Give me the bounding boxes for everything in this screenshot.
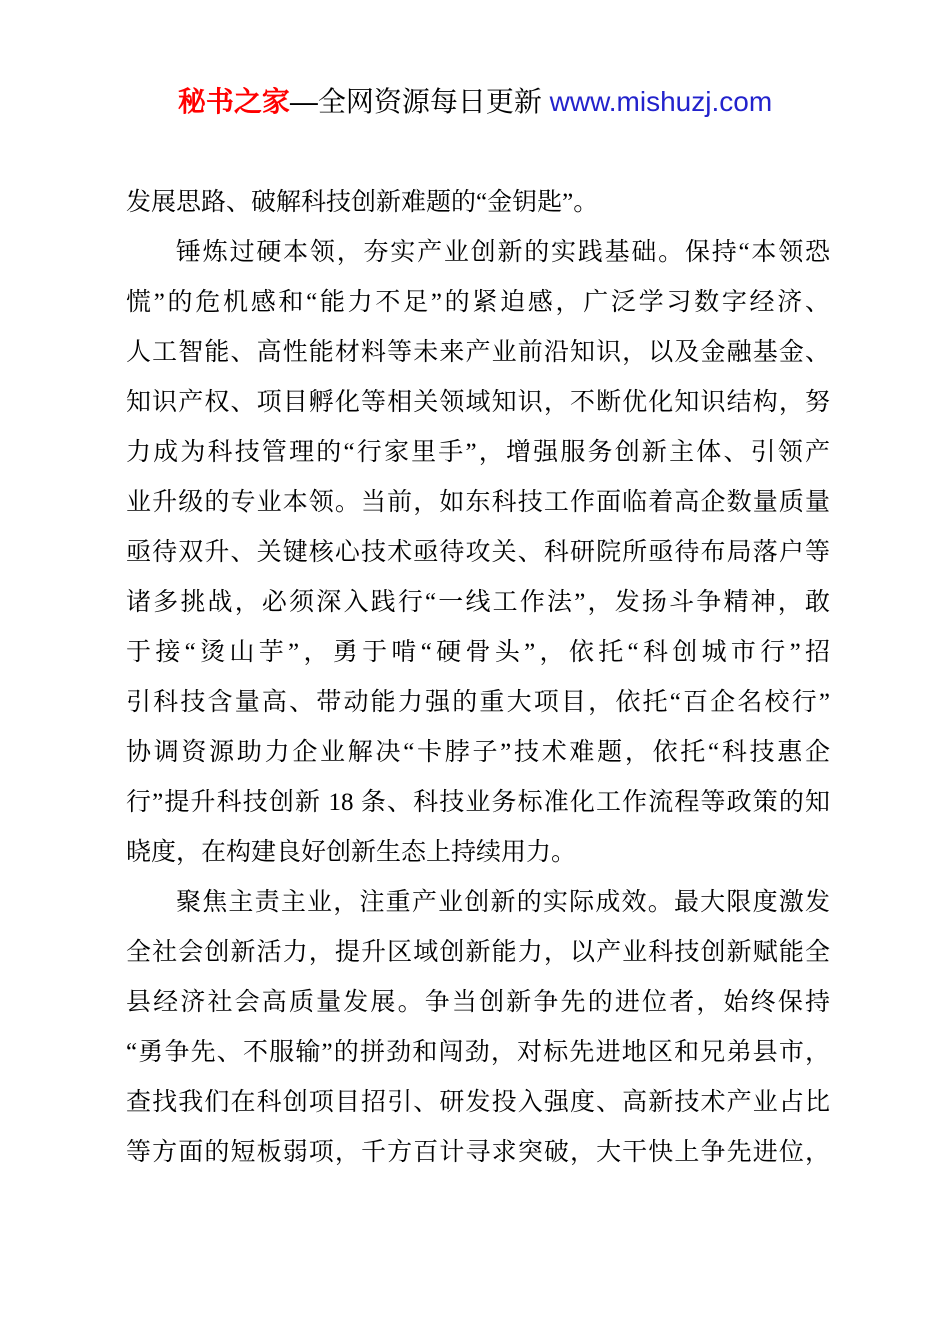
text-line: 行”提升科技创新 18 条、科技业务标准化工作流程等政策的知: [126, 789, 830, 816]
paragraph: [126, 228, 830, 878]
text-line: “勇争先、不服输”的拼劲和闯劲，对标先进地区和兄弟县市，: [126, 1039, 830, 1066]
site-header: [0, 0, 950, 118]
text-line: 诸多挑战，必须深入践行“一线工作法”，发扬斗争精神，敢: [126, 589, 830, 616]
text-line: 引科技含量高、带动能力强的重大项目，依托“百企名校行”: [126, 689, 830, 716]
text-line: 力成为科技管理的“行家里手”，增强服务创新主体、引领产: [126, 439, 830, 466]
site-brand: 秘书之家: [177, 86, 290, 117]
text-line: 人工智能、高性能材料等未来产业前沿知识，以及金融基金、: [126, 339, 830, 366]
text-line: 发展思路、破解科技创新难题的“金钥匙”。: [126, 189, 599, 216]
document-body: [126, 178, 830, 1178]
text-line: 慌”的危机感和“能力不足”的紧迫感，广泛学习数字经济、: [126, 289, 830, 316]
text-line: 锤炼过硬本领，夯实产业创新的实践基础。保持“本领恐: [176, 239, 830, 266]
site-tagline: —全网资源每日更新: [289, 86, 550, 117]
text-line: 聚焦主责主业，注重产业创新的实际成效。最大限度激发: [176, 889, 830, 916]
text-line: 知识产权、项目孵化等相关领域知识，不断优化知识结构，努: [126, 389, 830, 416]
text-line: 晓度，在构建良好创新生态上持续用力。: [126, 839, 577, 866]
text-line: 全社会创新活力，提升区域创新能力，以产业科技创新赋能全: [126, 939, 830, 966]
site-url-link[interactable]: www.mishuzj.com: [549, 86, 773, 117]
text-line: 县经济社会高质量发展。争当创新争先的进位者，始终保持: [126, 989, 830, 1016]
paragraph: [126, 878, 830, 1178]
text-line: 协调资源助力企业解决“卡脖子”技术难题，依托“科技惠企: [126, 739, 830, 766]
text-line: 业升级的专业本领。当前，如东科技工作面临着高企数量质量: [126, 489, 830, 516]
text-line: 等方面的短板弱项，千方百计寻求突破，大干快上争先进位，: [126, 1139, 830, 1166]
text-line: 查找我们在科创项目招引、研发投入强度、高新技术产业占比: [126, 1089, 830, 1116]
text-line: 于接“烫山芋”，勇于啃“硬骨头”，依托“科创城市行”招: [126, 639, 830, 666]
paragraph: [126, 178, 830, 228]
text-line: 亟待双升、关键核心技术亟待攻关、科研院所亟待布局落户等: [126, 539, 830, 566]
